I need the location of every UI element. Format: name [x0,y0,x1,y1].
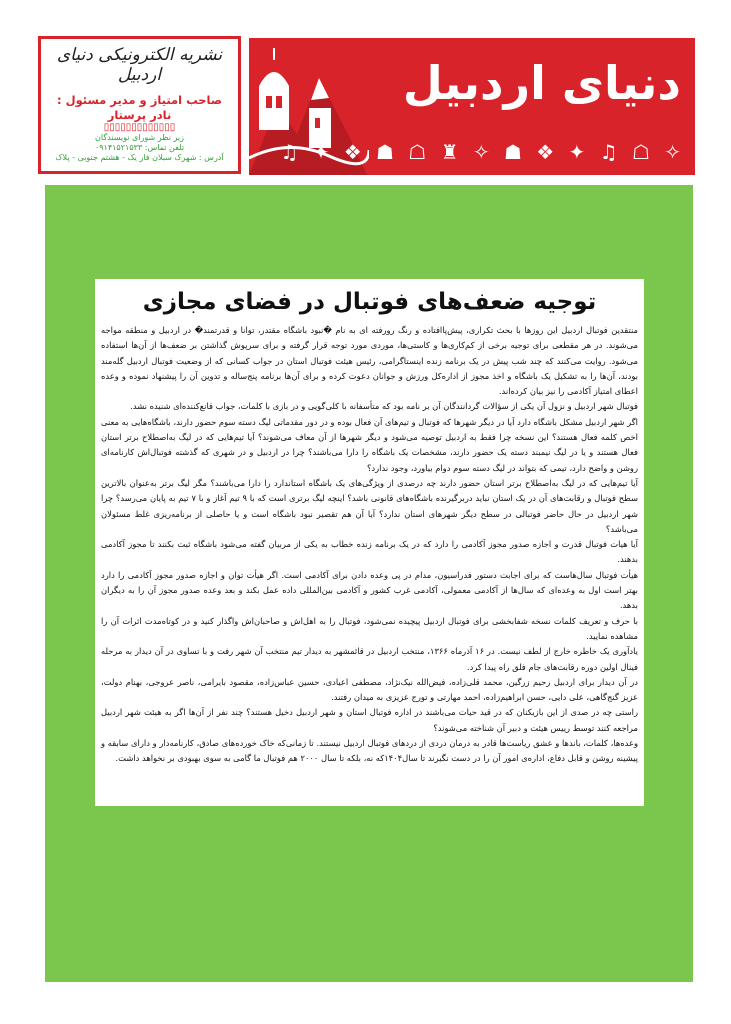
decorative-figures-strip: ♫ ✦ ❖ ☗ ☖ ♜ ✧ ☗ ❖ ✦ ♫ ☖ ✧ [280,140,685,164]
article-paragraph: هیأت فوتبال سال‌هاست که برای اجابت دستور فدراسیون، مدام در پی وعده دادن برای آکادمی است. اگر هیأت توان و اجازه صدور مجوز آکادمی را دارد بهتر است اول به وعده‌ای که سال‌ها از آکادمی معمولی، آکادمی غرب کشور و آکادمی بین‌المللی داده عمل بکند و بعد وعده صدور مجوز آن را به دیگران بدهد. [101,569,638,611]
banner-title: دنیای اردبیل [402,56,681,110]
article-paragraph: یادآوری یک خاطره خارج از لطف نیست. در ۱۶ آذرماه ۱۳۶۶، منتخب اردبیل در قائمشهر به دیدار تیم منتخب آن شهر رفت و با تساوی در آن دیدار به مرحله فینال اولین دوره رقابت‌های جام فلق راه پیدا کرد. [101,646,638,672]
phone-line: تلفن تماس: ۰۹۱۴۱۵۲۱۵۳۳ [94,143,185,152]
article-paragraph: در آن دیدار برای اردبیل رحیم زرگین، محمد قلی‌زاده، فیض‌الله نیک‌نژاد، مصطفی اعیادی، حسین عباس‌زاده، مقصود بایرامی، ناصر عروجی، بهنام دولت، عزیز گنج‌گاهی، علی دایی، حسن ابراهیم‌زاده، احمد مهارتی و تورج عزیزی به میدان رفتند. [101,676,638,703]
publication-title: نشریه الکترونیکی دنیای اردبیل [56,45,223,85]
article-paragraph: آیا هیات فوتبال قدرت و اجازه صدور مجوز آکادمی را دارد که در یک برنامه زنده خطاب به یکی از مربیان گفته می‌شود باشگاه ثبت بکنند تا مجوز آکادمی بدهند. [101,539,638,565]
article-paragraph: منتقدین فوتبال اردبیل این روزها با بحث تکراری، پیش‌پاافتاده و رنگ رورفته ای به نام �نبود باشگاه مقتدر، توانا و قدرتمند� در اردبیل و منطقه مواجه می‌شوند. در هر مقطعی برای توجیه برخی از کم‌کاری‌ها و کاستی‌ها، موردی مورد توجه قرار گرفته و برای سرپوش گذاشتن بر ضعف‌ها از آن‌ها استفاده می‌شود. روایت می‌کنند که چند شب پیش در یک برنامه زنده اینستاگرامی، رئیس هیئت فوتبال استان در جواب کسانی که از وضعیت فوتبال اردبیل گله‌مند بودند، آن‌ها را به تشکیل یک باشگاه و اخذ مجوز از اداره‌کل ورزش و جوانان دعوت کرده و برای آن‌ها برنامه پنج‌ساله و تدوین آن را پیشنهاد نموده و وعده اعطای امتیاز آکادمی را نیز بیان کرده‌اند. [101,325,638,397]
owner-label: صاحب امتیاز و مدیر مسئول : [57,93,222,107]
article-paragraph: راستی چه در صدی از این بازیکنان که در قید حیات می‌باشند در اداره فوتبال استان و شهر اردبیل دخیل هستند؟ چند نفر از آن‌ها اگر به هیئت شهر اردبیل مراجعه کنند توسط رییس هیئت و دبیر آن شناخته می‌شوند؟ [101,707,638,733]
article-paragraph: آیا تیم‌هایی که در لیگ به‌اصطلاح برتر استان حضور دارند چه درصدی از ویژگی‌های یک باشگاه استاندارد را دارا می‌باشند؟ مگر لیگ برتر به‌عنوان بالاترین سطح فوتبال و رقابت‌های آن در یک استان نباید دربرگیرنده باشگاه‌های قانونی باشد؟ اینچه لیگ برتری است که با ۹ تیم آغاز و با ۷ تیم به پایان می‌رسد؟ چرا شهر اردبیل در حال حاضر فوتبالی در سطح دیگر شهرهای استان ندارد؟ آیا آن هم تقصیر نبود باشگاه است و یا حاصلی از برنامه‌ریزی غلط مسئولان می‌باشد؟ [101,477,639,534]
article-paragraph: وعده‌ها، کلمات، باندها و عشق ریاست‌ها قادر به درمان دردی از دردهای فوتبال اردبیل نیستند. تا زمانی‌که خاک خورده‌های صادق، کارنامه‌دار و دارای سابقه و پیشینه روشن و قابل دفاع، اداره‌ی امور آن را در دست نگیرند تا سال۱۴۰۴که نه، بلکه تا سال ۲۰۰۰ هم فوتبال ما گامی به سوی بهبودی بر نخواهد داشت. [101,738,638,764]
council-line: زیر نظر شورای نویسندگان [95,133,184,142]
logo-banner [249,38,695,175]
article-card [95,279,644,806]
article-headline: توجیه ضعف‌های فوتبال در فضای مجازی [142,289,597,315]
article-paragraph: اگر شهر اردبیل مشکل باشگاه دارد آیا در دیگر شهرها که فوتبال و تیم‌های آن فعال بوده و در دور مقدماتی لیگ دسته سوم حضور دارند، باشگاه‌هایی به معنی اخص کلمه فعال هستند؟ این نسخه چرا فقط به اردبیل توصیه می‌شود و دیگر شهرها از آن معاف می‌شوند؟ آیا تیم‌هایی که در لیگ به‌اصطلاح برتر استان فعال هستند و یا در لیگ نیمبند دسته یک حضور دارند، مشخصات یک باشگاه را دارا می‌باشند؟ چرا در اردبیل و در شهری که گذشته فوتبال‌اش کارنامه‌ای روشن و واضح دارد، تیمی که بتواند در لیگ دسته سوم دوام بیاورد، وجود ندارد؟ [101,416,638,473]
article-paragraph: با حرف و تعریف کلمات نسخه شفابخشی برای فوتبال اردبیل پیچیده نمی‌شود، فوتبال را به اهل‌اش و صاحبان‌اش واگذار کنید و در کوتاه‌مدت اثرات آن را مشاهده نمایید. [101,615,638,641]
address-line: آدرس : شهرک سبلان فاز یک - هشتم جنوبی - پلاک [55,153,224,162]
article-paragraph: فوتبال شهر اردبیل و نزول آن یکی از سؤالات گردانندگان آن بر نامه بود که متأسفانه با کلی‌گویی و در بازی با کلمات، جواب قانع‌کننده‌ای شنیده نشد. [130,401,638,412]
obscured-line: ▯▯▯▯▯▯▯▯▯▯▯▯▯ [103,122,176,133]
masthead-box [38,36,241,174]
article-body [101,323,638,767]
owner-name: نادر پرستار [107,108,172,122]
